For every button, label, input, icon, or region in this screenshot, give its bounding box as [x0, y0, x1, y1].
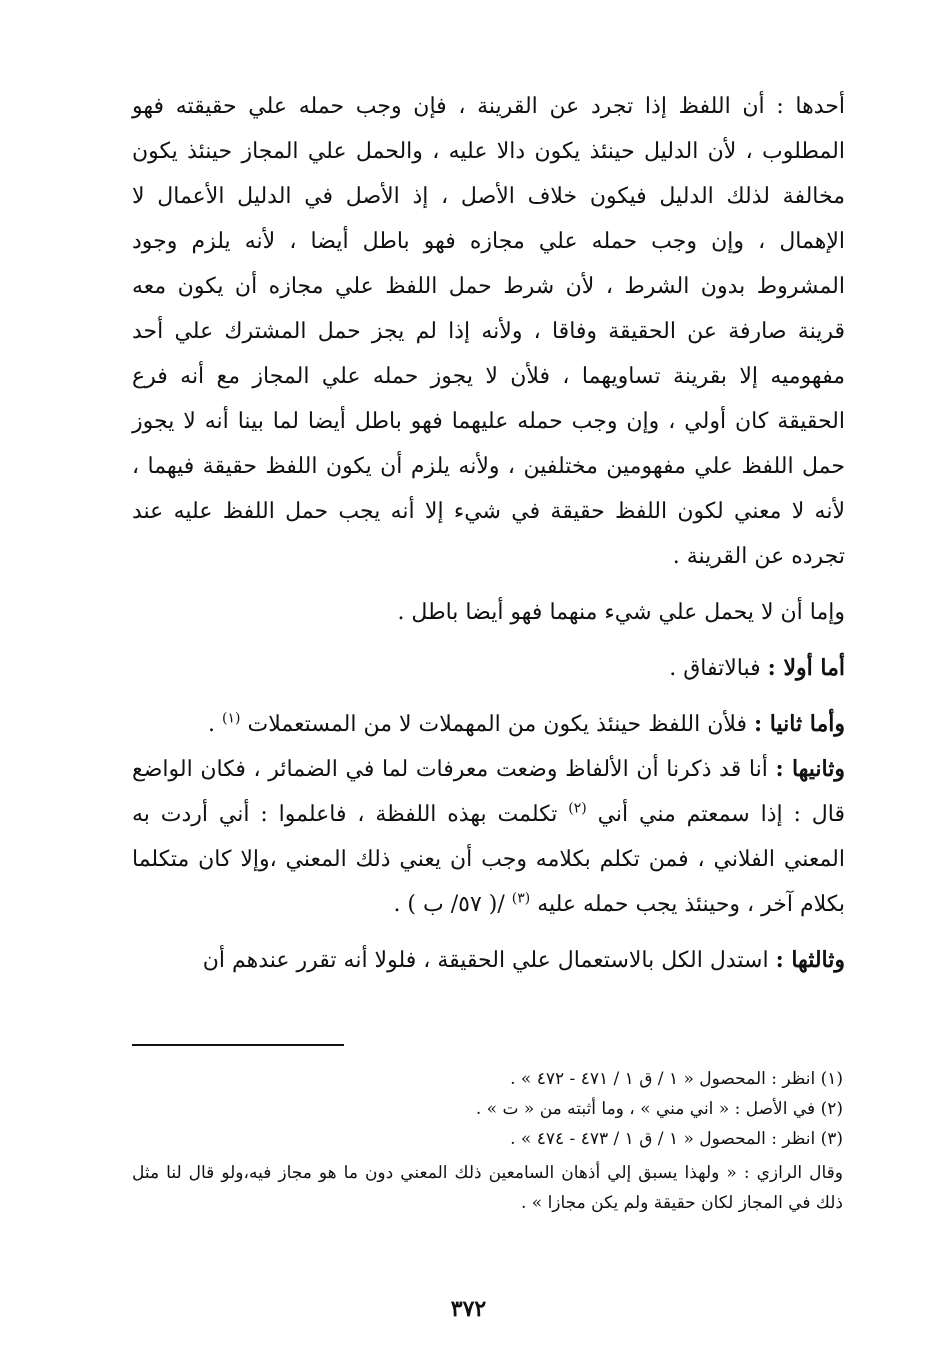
footnote-ref: (٢) [568, 800, 587, 817]
page-number: ٣٧٢ [450, 1296, 487, 1322]
paragraph-text: وإما أن لا يحمل علي شيء منهما فهو أيضا باطل . [397, 600, 845, 625]
paragraph-first-reason [132, 646, 845, 691]
paragraph-text: استدل الكل بالاستعمال علي الحقيقة ، فلولا أنه تقرر عندهم أن [202, 948, 776, 973]
paragraph-text: . [208, 712, 223, 737]
paragraph-first-argument [132, 84, 845, 579]
paragraph-lead: أما أولا : [767, 655, 845, 681]
paragraph-neither-option [132, 590, 845, 635]
paragraph-lead: وثانيها : [775, 756, 846, 782]
paragraph-text: أحدها : أن اللفظ إذا تجرد عن القرينة ، فإن وجب حمله علي حقيقته فهو المطلوب ، لأن الدليل حينئذ يكون دالا عليه ، والحمل علي المجاز حينئذ يكون مخالفة لذلك الدليل فيكون خلاف الأصل ، إذ الأصل في الدليل الأعمال لا الإهمال ، وإن وجب حمله علي مجازه فهو باطل أيضا ، لأنه يلزم وجود المشروط بدون الشرط ، لأن شرط حمل اللفظ علي مجازه أن يكون معه قرينة صارفة عن الحقيقة وفاقا ، ولأنه إذا لم يجز حمل المشترك علي أحد مفهوميه إلا بقرينة تساويهما ، فلأن لا يجوز حمله علي المجاز مع أنه فرع الحقيقة كان أولي ، وإن وجب حمله عليهما فهو باطل أيضا لما بينا أنه لا يجوز حمل اللفظ علي مفهومين مختلفين ، ولأنه يلزم أن يكون اللفظ حقيقة فيهما ، لأنه لا معني لكون اللفظ حقيقة في شيء إلا أنه يجب حمل اللفظ عليه عند تجرده عن القرينة . [132, 94, 845, 569]
paragraph-third-argument [132, 938, 845, 983]
footnote-3: (٣) انظر : المحصول « ١ / ق ١ / ٤٧٣ - ٤٧٤ » . [510, 1129, 843, 1149]
footnote-separator [132, 1044, 344, 1046]
footnote-2: (٢) في الأصل : « اني مني » ، وما أثبته من « ت » . [475, 1099, 843, 1119]
paragraph-text: /( ٥٧/ ب ) . [393, 892, 512, 917]
paragraph-second-argument [132, 747, 845, 927]
paragraph-lead: وأما ثانيا : [754, 711, 845, 737]
footnote-ref: (٣) [511, 890, 531, 907]
footnote-ref: (١) [222, 710, 241, 727]
paragraph-text: فبالاتفاق . [669, 656, 768, 681]
paragraph-text: أنا قد ذكرنا أن الألفاظ وضعت معرفات لما في الضمائر ، فكان الواضع قال : إذا سمعتم مني أني [132, 757, 845, 827]
footnotes [132, 1064, 843, 1218]
paragraph-second-reason [132, 702, 845, 747]
main-text [132, 84, 845, 983]
footnote-1: (١) انظر : المحصول « ١ / ق ١ / ٤٧١ - ٤٧٢ » . [510, 1069, 843, 1089]
paragraph-lead: وثالثها : [775, 947, 845, 973]
footnote-quote: وقال الرازي : « ولهذا يسبق إلي أذهان السامعين ذلك المعني دون ما هو مجاز فيه،ولو قال لنا مثل ذلك في المجاز لكان حقيقة ولم يكن مجازا » . [132, 1163, 843, 1213]
paragraph-text: تكلمت بهذه اللفظة ، فاعلموا : أني أردت به المعني الفلاني ، فمن تكلم بكلامه وجب أن يعني ذلك المعني ،وإلا كان متكلما بكلام آخر ، وحينئذ يجب حمله عليه [132, 802, 845, 917]
paragraph-text: فلأن اللفظ حينئذ يكون من المهملات لا من المستعملات [240, 712, 755, 737]
